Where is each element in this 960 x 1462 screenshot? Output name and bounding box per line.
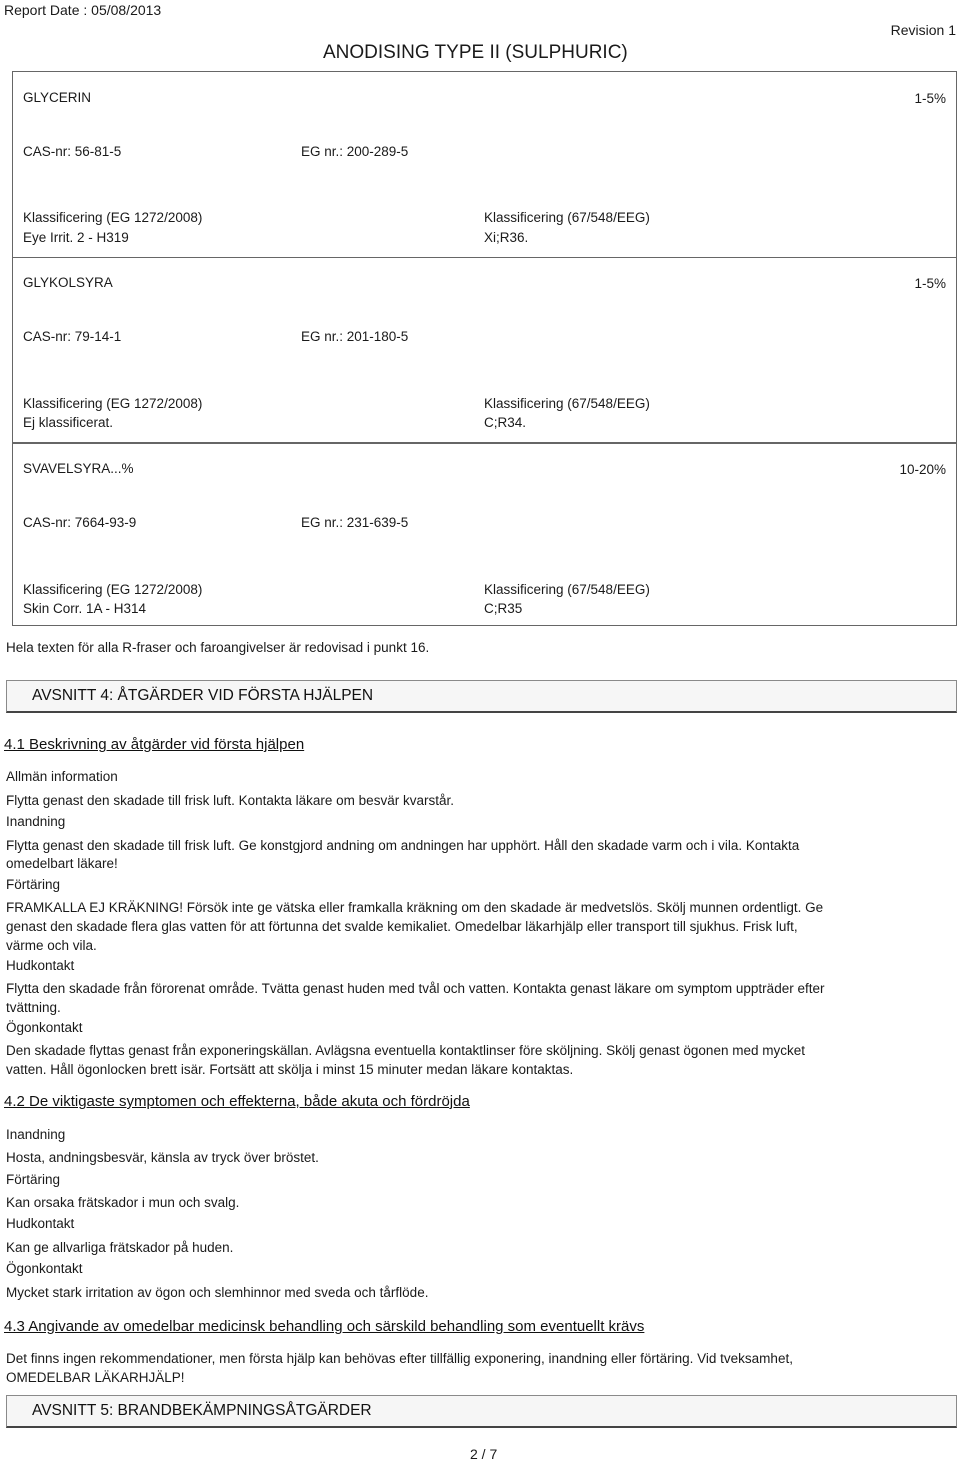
- document-title: ANODISING TYPE II (SULPHURIC): [323, 42, 628, 63]
- substance-box-glykolsyra: [12, 257, 957, 443]
- cas-number: CAS-nr: 56-81-5: [23, 144, 122, 159]
- section-5-header: [6, 1395, 957, 1428]
- classification-eeg-value: C;R35: [484, 601, 523, 616]
- general-info-label: Allmän information: [6, 769, 118, 784]
- inhalation-text-line-1: Flytta genast den skadade till frisk luft. Ge konstgjord andning om andningen har upphört. Håll den skadade varm och i vila. Kontakta: [6, 838, 800, 853]
- ingestion-text-line-3: värme och vila.: [6, 938, 97, 953]
- section-5-title: AVSNITT 5: BRANDBEKÄMPNINGSÅTGÄRDER: [32, 1402, 372, 1419]
- classification-eg-label: Klassificering (EG 1272/2008): [23, 582, 203, 597]
- skin-contact-text-line-1: Flytta den skadade från förorenat område. Tvätta genast huden med tvål och vatten. Kontakta genast läkare om symptom uppträder efter: [6, 981, 825, 996]
- symptom-inhalation-text: Hosta, andningsbesvär, känsla av tryck över bröstet.: [6, 1150, 319, 1165]
- symptom-ingestion-text: Kan orsaka frätskador i mun och svalg.: [6, 1195, 240, 1210]
- classification-eg-value: Eye Irrit. 2 - H319: [23, 230, 129, 245]
- classification-eeg-label: Klassificering (67/548/EEG): [484, 582, 650, 597]
- cas-number: CAS-nr: 7664-93-9: [23, 515, 137, 530]
- classification-eg-label: Klassificering (EG 1272/2008): [23, 396, 203, 411]
- eye-contact-text-line-1: Den skadade flyttas genast från exponeringskällan. Avlägsna eventuella kontaktlinser före sköljning. Skölj genast ögonen med mycket: [6, 1043, 805, 1058]
- substance-box-svavelsyra: [12, 443, 957, 626]
- classification-eg-value: Ej klassificerat.: [23, 415, 114, 430]
- symptom-inhalation-label: Inandning: [6, 1127, 66, 1142]
- symptom-skin-text: Kan ge allvarliga frätskador på huden.: [6, 1240, 234, 1255]
- inhalation-text-line-2: omedelbart läkare!: [6, 856, 118, 871]
- substance-box-glycerin: [12, 71, 957, 258]
- classification-eg-label: Klassificering (EG 1272/2008): [23, 210, 203, 225]
- general-info-text: Flytta genast den skadade till frisk luft. Kontakta läkare om besvär kvarstår.: [6, 793, 454, 808]
- eg-number: EG nr.: 201-180-5: [301, 329, 409, 344]
- eye-contact-label: Ögonkontakt: [6, 1020, 83, 1035]
- report-date: Report Date : 05/08/2013: [4, 2, 162, 18]
- classification-eeg-label: Klassificering (67/548/EEG): [484, 396, 650, 411]
- classification-eeg-value: C;R34.: [484, 415, 527, 430]
- substance-name: SVAVELSYRA...%: [23, 461, 134, 476]
- page-number: 2 / 7: [470, 1446, 498, 1462]
- eg-number: EG nr.: 231-639-5: [301, 515, 409, 530]
- substance-percent: 1-5%: [914, 91, 946, 106]
- revision-label: Revision 1: [890, 22, 956, 38]
- substance-name: GLYKOLSYRA: [23, 275, 113, 290]
- ingestion-label: Förtäring: [6, 877, 61, 892]
- section-4-title: AVSNITT 4: ÅTGÄRDER VID FÖRSTA HJÄLPEN: [32, 687, 374, 704]
- cas-number: CAS-nr: 79-14-1: [23, 329, 122, 344]
- skin-contact-label: Hudkontakt: [6, 958, 75, 973]
- subsection-4-3-title: 4.3 Angivande av omedelbar medicinsk behandling och särskild behandling som eventuellt krävs: [4, 1318, 645, 1335]
- eye-contact-text-line-2: vatten. Håll ögonlocken brett isär. Fortsätt att skölja i minst 15 minuter medan läkare kontaktas.: [6, 1062, 574, 1077]
- classification-eeg-label: Klassificering (67/548/EEG): [484, 210, 650, 225]
- symptom-skin-label: Hudkontakt: [6, 1216, 75, 1231]
- ingestion-text-line-2: genast den skadade flera glas vatten för att förtunna det svalde kemikaliet. Omedelbar läkarhjälp eller transport till sjukhus. Frisk luft,: [6, 919, 798, 934]
- inhalation-label: Inandning: [6, 814, 66, 829]
- ingestion-text-line-1: FRAMKALLA EJ KRÄKNING! Försök inte ge vätska eller framkalla kräkning om den skadade är medvetslös. Skölj munnen ordentligt. Ge: [6, 900, 824, 915]
- subsection-4-1-title: 4.1 Beskrivning av åtgärder vid första hjälpen: [4, 736, 305, 753]
- r-phrases-note: Hela texten för alla R-fraser och faroangivelser är redovisad i punkt 16.: [6, 640, 430, 655]
- substance-name: GLYCERIN: [23, 90, 92, 105]
- treatment-text-line-2: OMEDELBAR LÄKARHJÄLP!: [6, 1370, 185, 1385]
- subsection-4-2-title: 4.2 De viktigaste symptomen och effekterna, både akuta och fördröjda: [4, 1093, 470, 1110]
- eg-number: EG nr.: 200-289-5: [301, 144, 409, 159]
- section-4-header: [6, 680, 957, 713]
- treatment-text-line-1: Det finns ingen rekommendationer, men första hjälp kan behövas efter tillfällig exponering, inandning eller förtäring. Vid tveksamhet,: [6, 1351, 793, 1366]
- classification-eg-value: Skin Corr. 1A - H314: [23, 601, 147, 616]
- substance-percent: 10-20%: [899, 462, 946, 477]
- symptom-eye-label: Ögonkontakt: [6, 1261, 83, 1276]
- substance-percent: 1-5%: [914, 276, 946, 291]
- skin-contact-text-line-2: tvättning.: [6, 1000, 61, 1015]
- symptom-ingestion-label: Förtäring: [6, 1172, 61, 1187]
- symptom-eye-text: Mycket stark irritation av ögon och slemhinnor med sveda och tårflöde.: [6, 1285, 429, 1300]
- classification-eeg-value: Xi;R36.: [484, 230, 529, 245]
